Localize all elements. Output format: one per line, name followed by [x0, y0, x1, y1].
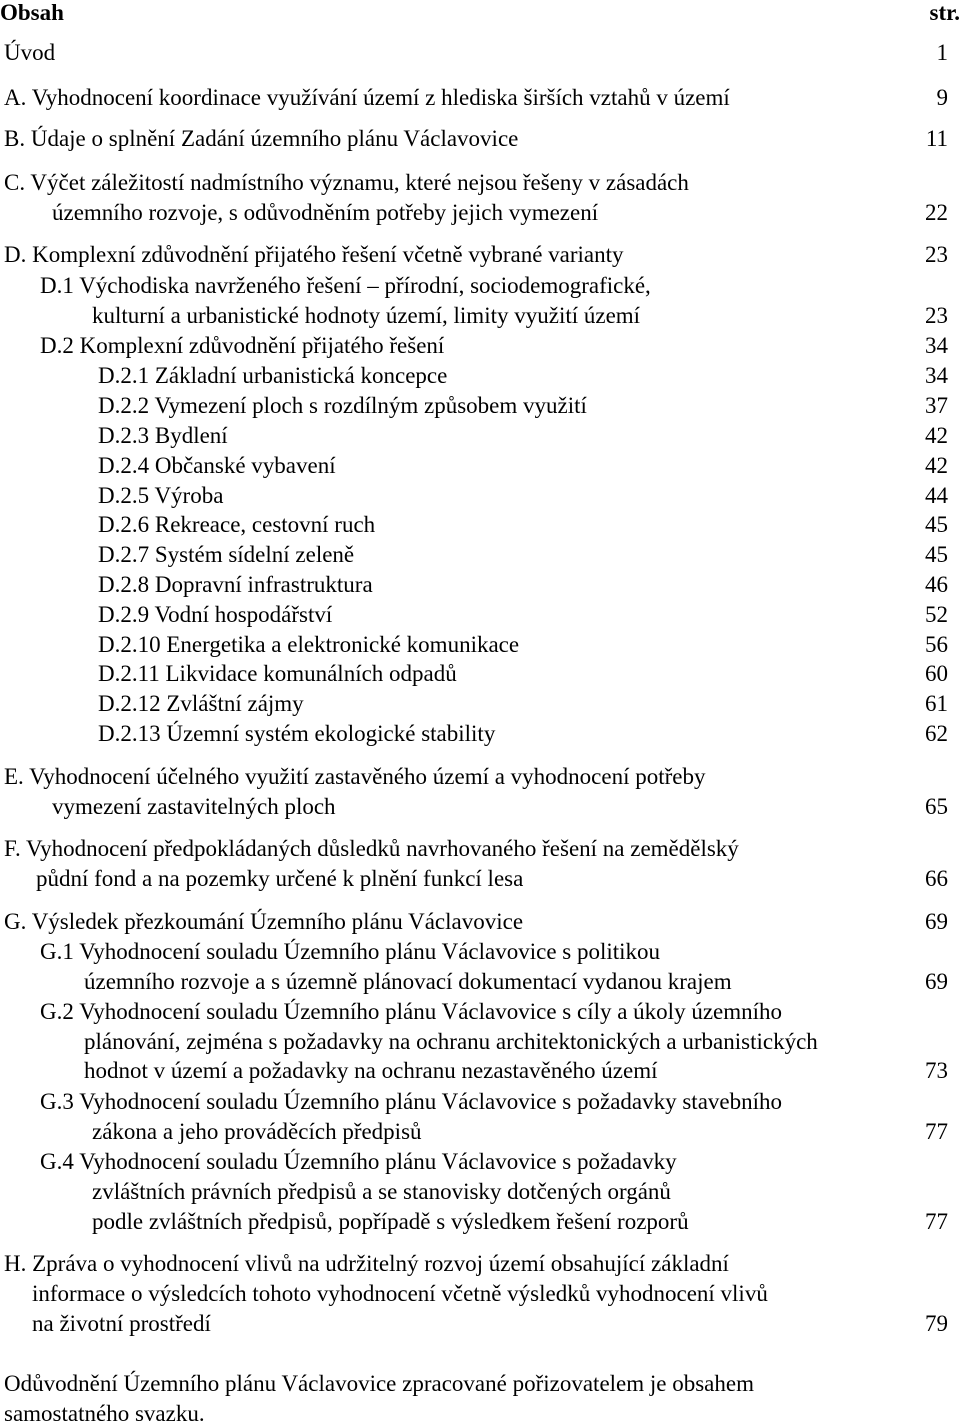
toc-entry-page-number: 44 — [925, 483, 948, 508]
toc-entry-page-number: 34 — [925, 333, 948, 358]
toc-entry-text: A. Vyhodnocení koordinace využívání území z hlediska širších vztahů v území — [4, 85, 730, 110]
toc-entry-page-number: 60 — [925, 661, 948, 686]
toc-entry-page-number: 65 — [925, 794, 948, 819]
toc-entry-text: územního rozvoje, s odůvodněním potřeby jejich vymezení — [52, 200, 599, 225]
toc-entry-text: C. Výčet záležitostí nadmístního významu, které nejsou řešeny v zásadách — [4, 170, 689, 195]
toc-entry-text: D.2.8 Dopravní infrastruktura — [98, 572, 373, 597]
toc-entry-text: D.2.10 Energetika a elektronické komunikace — [98, 632, 520, 657]
toc-entry-text: D.2.6 Rekreace, cestovní ruch — [98, 512, 376, 537]
toc-entry-text: D.2.11 Likvidace komunálních odpadů — [98, 661, 457, 686]
toc-entry-page-number: 34 — [925, 363, 948, 388]
toc-entry-text: D.1 Východiska navrženého řešení – přírodní, sociodemografické, — [40, 273, 651, 298]
toc-entry-text: zákona a jeho prováděcích předpisů — [92, 1119, 422, 1144]
toc-entry-text: G.2 Vyhodnocení souladu Územního plánu Václavovice s cíly a úkoly územního — [40, 999, 783, 1024]
toc-entry-text: H. Zpráva o vyhodnocení vlivů na udržitelný rozvoj území obsahující základní — [4, 1251, 729, 1276]
toc-entry-page-number: 79 — [925, 1311, 948, 1336]
toc-entry-text: D.2.12 Zvláštní zájmy — [98, 691, 304, 716]
toc-entry-page-number: 23 — [925, 303, 948, 328]
toc-entry-text: D.2.4 Občanské vybavení — [98, 453, 336, 478]
toc-entry-text: hodnot v území a požadavky na ochranu nezastavěného území — [84, 1058, 658, 1083]
toc-entry-text: D.2 Komplexní zdůvodnění přijatého řešení — [40, 333, 445, 358]
toc-entry-text: D.2.5 Výroba — [98, 483, 224, 508]
footer-note-line: samostatného svazku. — [4, 1401, 205, 1426]
toc-entry-text: D.2.9 Vodní hospodářství — [98, 602, 333, 627]
toc-entry-page-number: 11 — [925, 126, 948, 151]
toc-entry-page-number: 9 — [936, 85, 948, 110]
footer-note-line: Odůvodnění Územního plánu Václavovice zpracované pořizovatelem je obsahem — [4, 1371, 754, 1396]
toc-entry-page-number: 77 — [925, 1209, 948, 1234]
toc-entry-page-number: 56 — [925, 632, 948, 657]
toc-entry-page-number: 45 — [925, 512, 948, 537]
toc-entry-page-number: 61 — [925, 691, 948, 716]
toc-entry-text: G.4 Vyhodnocení souladu Územního plánu Václavovice s požadavky — [40, 1149, 677, 1174]
toc-entry-text: půdní fond a na pozemky určené k plnění funkcí lesa — [36, 866, 524, 891]
toc-entry-page-number: 42 — [925, 453, 948, 478]
toc-entry-page-number: 42 — [925, 423, 948, 448]
toc-entry-page-number: 62 — [925, 721, 948, 746]
toc-entry-page-number: 46 — [925, 572, 948, 597]
toc-entry-text: zvláštních právních předpisů a se stanovisky dotčených orgánů — [92, 1179, 671, 1204]
toc-entry-page-number: 73 — [925, 1058, 948, 1083]
toc-entry-text: G. Výsledek přezkoumání Územního plánu Václavovice — [4, 909, 524, 934]
toc-title: Obsah — [0, 0, 64, 25]
toc-entry-text: podle zvláštních předpisů, popřípadě s výsledkem řešení rozporů — [92, 1209, 689, 1234]
toc-entry-page-number: 66 — [925, 866, 948, 891]
toc-entry-page-number: 52 — [925, 602, 948, 627]
toc-entry-text: plánování, zejména s požadavky na ochranu architektonických a urbanistických — [84, 1029, 818, 1054]
toc-entry-text: D. Komplexní zdůvodnění přijatého řešení včetně vybrané varianty — [4, 242, 624, 267]
toc-entry-text: informace o výsledcích tohoto vyhodnocení včetně výsledků vyhodnocení vlivů — [32, 1281, 768, 1306]
toc-entry-text: D.2.1 Základní urbanistická koncepce — [98, 363, 448, 388]
toc-entry-text: G.3 Vyhodnocení souladu Územního plánu Václavovice s požadavky stavebního — [40, 1089, 783, 1114]
toc-entry-page-number: 69 — [925, 969, 948, 994]
toc-entry-page-number: 45 — [925, 542, 948, 567]
toc-entry-text: E. Vyhodnocení účelného využití zastavěného území a vyhodnocení potřeby — [4, 764, 706, 789]
page-column-label: str. — [929, 0, 960, 25]
toc-entry-text: Úvod — [4, 40, 56, 65]
toc-entry-text: vymezení zastavitelných ploch — [52, 794, 336, 819]
toc-entry-page-number: 22 — [925, 200, 948, 225]
toc-entry-text: F. Vyhodnocení předpokládaných důsledků navrhovaného řešení na zemědělský — [4, 836, 739, 861]
toc-entry-text: B. Údaje o splnění Zadání územního plánu Václavovice — [4, 126, 519, 151]
toc-entry-page-number: 37 — [925, 393, 948, 418]
toc-entry-text: D.2.3 Bydlení — [98, 423, 228, 448]
toc-entry-text: G.1 Vyhodnocení souladu Územního plánu Václavovice s politikou — [40, 939, 661, 964]
toc-entry-page-number: 69 — [925, 909, 948, 934]
toc-entry-text: na životní prostředí — [32, 1311, 211, 1336]
toc-entry-page-number: 1 — [936, 40, 948, 65]
toc-entry-text: D.2.13 Územní systém ekologické stability — [98, 721, 496, 746]
toc-entry-page-number: 77 — [925, 1119, 948, 1144]
toc-entry-text: D.2.2 Vymezení ploch s rozdílným způsobem využití — [98, 393, 587, 418]
toc-entry-text: D.2.7 Systém sídelní zeleně — [98, 542, 355, 567]
toc-entry-page-number: 23 — [925, 242, 948, 267]
toc-entry-text: kulturní a urbanistické hodnoty území, limity využití území — [92, 303, 641, 328]
toc-entry-text: územního rozvoje a s územně plánovací dokumentací vydanou krajem — [84, 969, 732, 994]
